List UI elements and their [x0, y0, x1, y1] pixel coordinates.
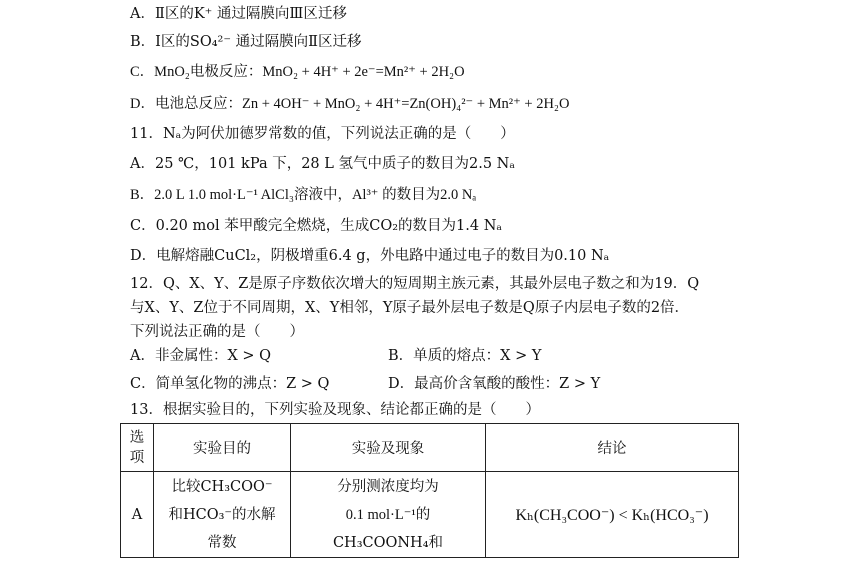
option-label: B． — [130, 187, 155, 203]
experiment-line: 分别测浓度均为 — [337, 478, 439, 495]
option-text: 25 ℃，101 kPa 下，28 L 氢气中质子的数目为2.5 Nₐ — [154, 156, 515, 172]
option-label: B． — [388, 348, 414, 364]
option-text: 电池总反应：Zn + 4OH⁻ + MnO₂ + 4H⁺=Zn(OH)₄²⁻ + Mn²⁺ + 2H₂O — [154, 96, 570, 112]
table-header-row — [121, 424, 739, 472]
q13-table — [120, 423, 739, 558]
option-text: 0.20 mol 苯甲酸完全燃烧，生成CO₂的数目为1.4 Nₐ — [155, 218, 502, 234]
experiment-line: CH₃COONH₄和 — [332, 534, 444, 551]
option-label: D． — [130, 96, 155, 112]
q12-option-d — [388, 374, 600, 394]
table-row — [121, 472, 739, 558]
option-label: D． — [130, 248, 157, 264]
q11-stem: 11．Nₐ为阿伏加德罗常数的值，下列说法正确的是（ ） — [130, 126, 515, 142]
q12-option-b — [388, 346, 541, 366]
header-conclusion: 结论 — [486, 424, 739, 472]
option-label: C． — [130, 64, 155, 80]
q12-stem-line-2: 与X、Y、Z位于不同周期，X、Y相邻，Y原子最外层电子数是Q原子内层电子数的2倍． — [130, 300, 690, 316]
header-experiment: 实验及现象 — [291, 424, 486, 472]
q11-option-a — [130, 154, 515, 174]
q12-stem-line-1: 12．Q、X、Y、Z是原子序数依次增大的短周期主族元素，其最外层电子数之和为19．Q — [130, 276, 700, 292]
q13-stem: 13．根据实验目的，下列实验及现象、结论都正确的是（ ） — [130, 402, 540, 418]
option-label: A． — [130, 6, 155, 22]
q11-option-d — [130, 246, 609, 266]
option-text: 电解熔融CuCl₂，阴极增重6.4 g，外电路中通过电子的数目为0.10 Nₐ — [156, 248, 610, 264]
purpose-line: 和HCO₃⁻的水解 — [168, 506, 276, 523]
option-text: 单质的熔点：X > Y — [413, 348, 542, 364]
q10-option-a — [130, 4, 347, 24]
row-a-conclusion: Kₕ(CH₃COO⁻) < Kₕ(HCO₃⁻) — [486, 472, 739, 558]
q11-option-c — [130, 216, 502, 236]
q12-stem-line-3: 下列说法正确的是（ ） — [130, 324, 304, 340]
option-label: B． — [130, 34, 156, 50]
header-option-text: 选项 — [129, 429, 145, 466]
option-label: A． — [130, 348, 155, 364]
option-text: Ⅱ区的K⁺ 通过隔膜向Ⅲ区迁移 — [154, 6, 347, 22]
row-a-purpose — [154, 472, 291, 558]
q11-option-b — [130, 185, 476, 205]
option-label: C． — [130, 376, 156, 392]
option-text: 非金属性：X > Q — [154, 348, 272, 364]
option-label: D． — [388, 376, 415, 392]
purpose-line: 比较CH₃COO⁻ — [171, 478, 273, 495]
header-purpose: 实验目的 — [154, 424, 291, 472]
experiment-line: 0.1 mol·L⁻¹的 — [345, 506, 431, 523]
q10-option-c — [130, 62, 465, 82]
purpose-line: 常数 — [207, 534, 237, 551]
option-label: C． — [130, 218, 156, 234]
q12-option-a — [130, 346, 271, 366]
option-text: 2.0 L 1.0 mol·L⁻¹ AlCl₃溶液中，Al³⁺ 的数目为2.0 Nₐ — [154, 187, 477, 203]
q10-option-d — [130, 94, 569, 114]
option-text: 最高价含氧酸的酸性：Z > Y — [414, 376, 601, 392]
option-text: Ⅰ区的SO₄²⁻ 通过隔膜向Ⅱ区迁移 — [155, 34, 362, 50]
q10-option-b — [130, 32, 361, 52]
row-a-experiment — [291, 472, 486, 558]
header-option — [121, 424, 154, 472]
row-a-option: A — [121, 472, 154, 558]
option-label: A． — [130, 156, 155, 172]
q12-option-c — [130, 374, 329, 394]
option-text: MnO₂电极反应：MnO₂ + 4H⁺ + 2e⁻=Mn²⁺ + 2H₂O — [154, 64, 465, 80]
option-text: 简单氢化物的沸点：Z > Q — [155, 376, 330, 392]
